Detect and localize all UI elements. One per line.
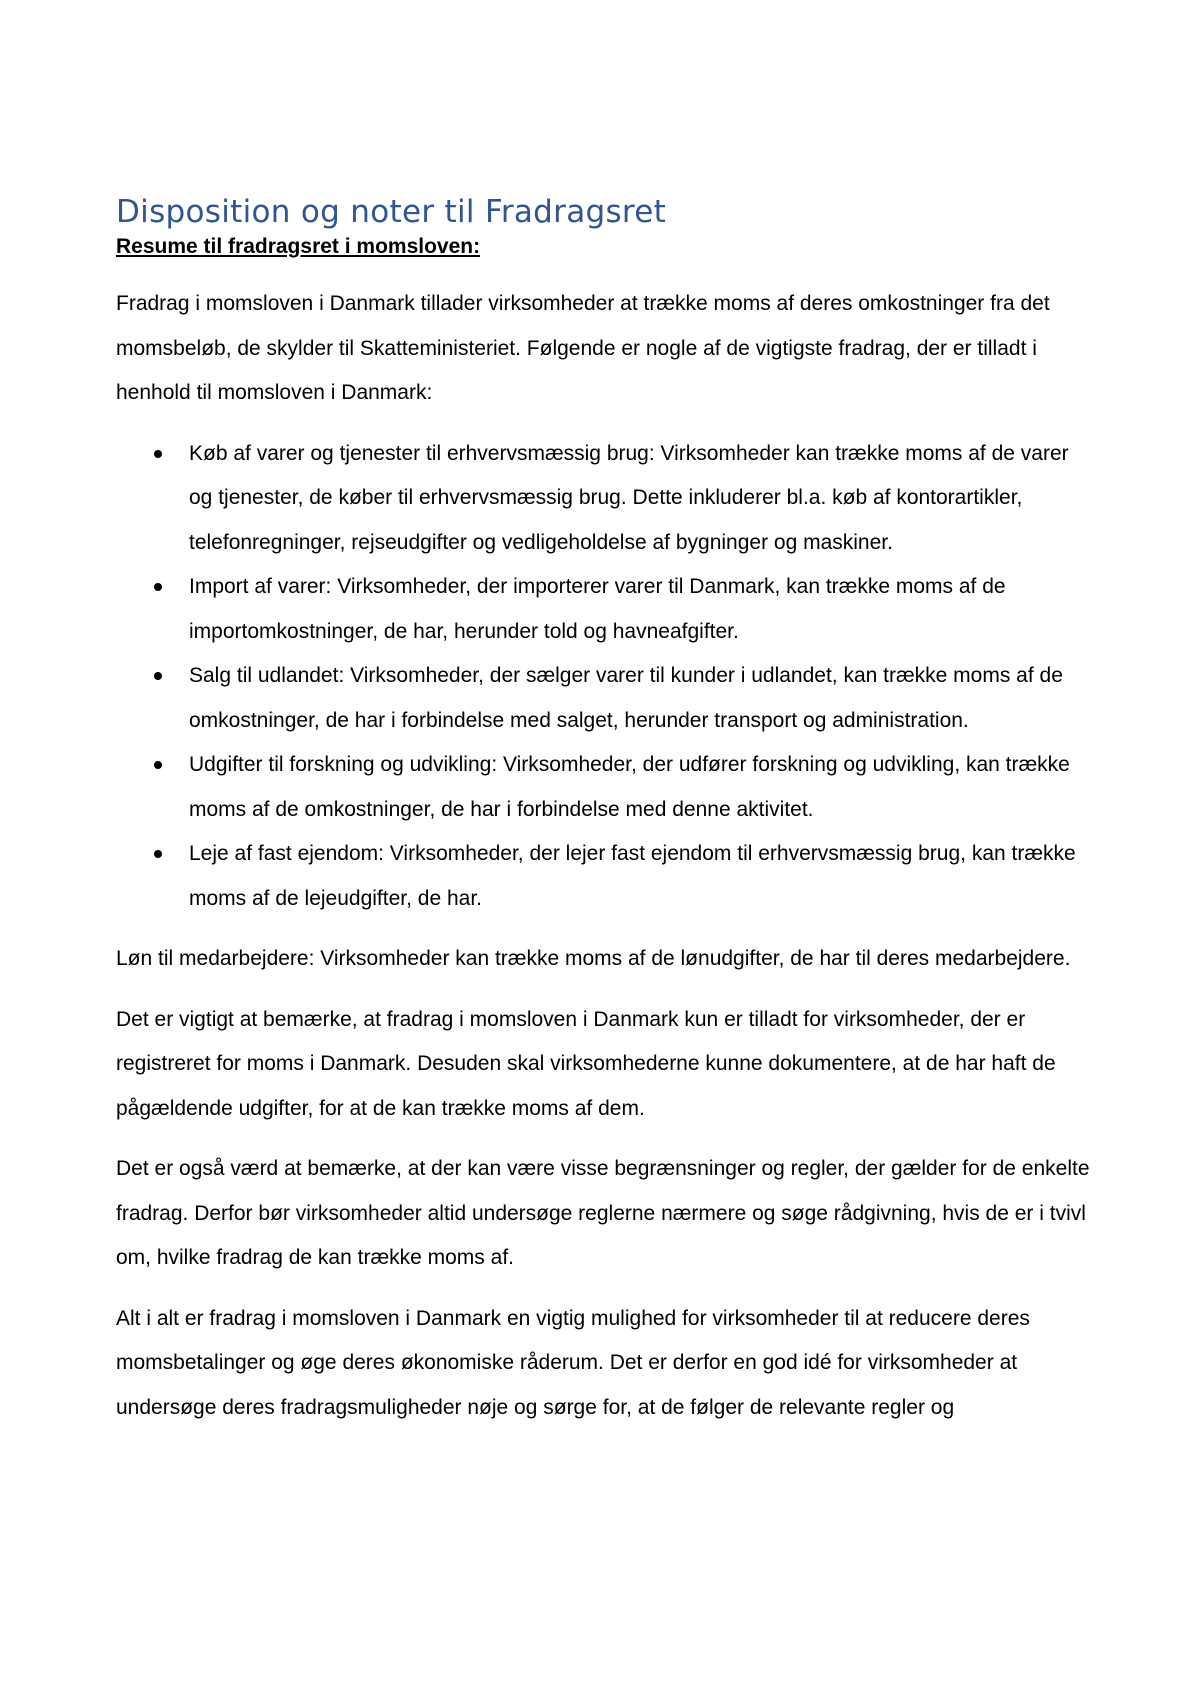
list-item bbox=[116, 654, 1096, 743]
body-paragraph: Løn til medarbejdere: Virksomheder kan trække moms af de lønudgifter, de har til deres medarbejdere. bbox=[116, 947, 1071, 970]
body-paragraph: Det er også værd at bemærke, at der kan være visse begrænsninger og regler, der gælder for de enkelte fradrag. Derfor bør virksomheder altid undersøge reglerne nærmere og søge rådgivning, hvis de er i tvivl om, hvilke fradrag de kan trække moms af. bbox=[116, 1157, 1090, 1269]
document-page bbox=[116, 192, 1096, 1446]
bullet-icon bbox=[154, 761, 162, 769]
list-item-text: Køb af varer og tjenester til erhvervsmæssig brug: Virksomheder kan trække moms af de varer og tjenester, de køber til erhvervsmæssig brug. Dette inkluderer bl.a. køb af kontorartikler, telefonregninger, rejseudgifter og vedligeholdelse af bygninger og maskiner. bbox=[189, 441, 1069, 554]
body-paragraph: Det er vigtigt at bemærke, at fradrag i momsloven i Danmark kun er tilladt for virksomheder, der er registreret for moms i Danmark. Desuden skal virksomhederne kunne dokumentere, at de har haft de pågældende udgifter, for at de kan trække moms af dem. bbox=[116, 1007, 1056, 1120]
bullet-icon bbox=[154, 850, 162, 858]
section-heading: Resume til fradragsret i momsloven: bbox=[116, 235, 481, 258]
deduction-list bbox=[116, 432, 1096, 922]
document-title: Disposition og noter til Fradragsret bbox=[116, 194, 667, 230]
list-item bbox=[116, 432, 1096, 566]
list-item-text: Leje af fast ejendom: Virksomheder, der lejer fast ejendom til erhvervsmæssig brug, kan trække moms af de lejeudgifter, de har. bbox=[189, 842, 1076, 910]
list-item-text: Salg til udlandet: Virksomheder, der sælger varer til kunder i udlandet, kan trække moms af de omkostninger, de har i forbindelse med salget, herunder transport og administration. bbox=[189, 664, 1063, 732]
list-item bbox=[116, 743, 1096, 832]
list-item bbox=[116, 832, 1096, 921]
body-paragraph: Alt i alt er fradrag i momsloven i Danmark en vigtig mulighed for virksomheder til at reducere deres momsbetalinger og øge deres økonomiske råderum. Det er derfor en god idé for virksomheder at undersøge deres fradragsmuligheder nøje og sørge for, at de følger de relevante regler og bbox=[116, 1306, 1030, 1419]
intro-paragraph: Fradrag i momsloven i Danmark tillader virksomheder at trække moms af deres omkostninger fra det momsbeløb, de skylder til Skatteministeriet. Følgende er nogle af de vigtigste fradrag, der er tilladt i henhold til momsloven i Danmark: bbox=[116, 292, 1050, 404]
bullet-icon bbox=[154, 672, 162, 680]
list-item-text: Import af varer: Virksomheder, der importerer varer til Danmark, kan trække moms af de importomkostninger, de har, herunder told og havneafgifter. bbox=[189, 575, 1006, 643]
bullet-icon bbox=[154, 583, 162, 591]
bullet-icon bbox=[154, 450, 162, 458]
list-item bbox=[116, 565, 1096, 654]
list-item-text: Udgifter til forskning og udvikling: Virksomheder, der udfører forskning og udvikling, kan trække moms af de omkostninger, de har i forbindelse med denne aktivitet. bbox=[189, 753, 1070, 821]
